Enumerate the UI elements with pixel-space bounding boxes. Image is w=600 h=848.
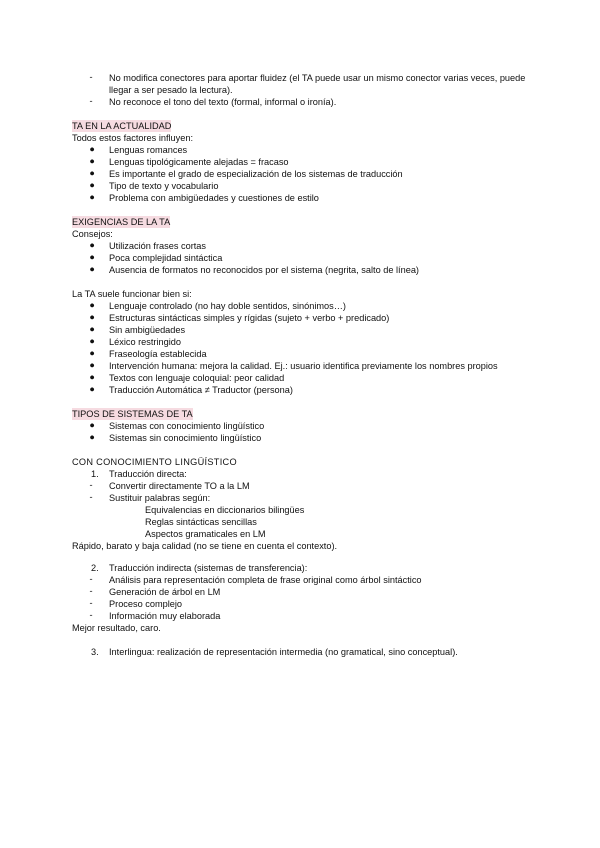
list-item: Lenguas romances [109, 145, 188, 155]
sub-list-item: Reglas sintácticas sencillas [145, 517, 257, 527]
intro-item-2: No reconoce el tono del texto (formal, informal o ironía). [109, 97, 337, 107]
bullet-marker: ● [89, 432, 95, 442]
list-item: Sustituir palabras según: [109, 493, 211, 503]
intro-item-1: No modifica conectores para aportar fluidez (el TA puede usar un mismo conector varias veces, puede [109, 73, 526, 83]
exigencias-lead-2: La TA suele funcionar bien si: [72, 289, 192, 299]
heading-exigencias: EXIGENCIAS DE LA TA [72, 217, 171, 227]
list-item: Sistemas con conocimiento lingüístico [109, 421, 265, 431]
list-item: Problema con ambigüedades y cuestiones de estilo [109, 193, 319, 203]
bullet-marker: ● [89, 264, 95, 274]
heading-con-conocimiento: CON CONOCIMIENTO LINGÜÍSTICO [72, 457, 237, 467]
dash-marker: - [89, 480, 93, 490]
bullet-marker: ● [89, 192, 95, 202]
list-item: Traducción Automática ≠ Traductor (persona) [109, 385, 293, 395]
dash-marker: - [89, 96, 93, 106]
bullet-marker: ● [89, 168, 95, 178]
heading-ta-actualidad: TA EN LA ACTUALIDAD [72, 121, 172, 131]
note-directa: Rápido, barato y baja calidad (no se tiene en cuenta el contexto). [72, 541, 338, 551]
list-item: Poca complejidad sintáctica [109, 253, 223, 263]
list-item: Lenguaje controlado (no hay doble sentidos, sinónimos…) [109, 301, 346, 311]
ta-actualidad-lead: Todos estos factores influyen: [72, 133, 194, 143]
list-item: Ausencia de formatos no reconocidos por el sistema (negrita, salto de línea) [109, 265, 419, 275]
list-item: Textos con lenguaje coloquial: peor calidad [109, 373, 285, 383]
heading-tipos: TIPOS DE SISTEMAS DE TA [72, 409, 193, 419]
bullet-marker: ● [89, 336, 95, 346]
bullet-marker: ● [89, 384, 95, 394]
sub-list-item: Equivalencias en diccionarios bilingües [145, 505, 305, 515]
exigencias-lead: Consejos: [72, 229, 113, 239]
bullet-marker: ● [89, 156, 95, 166]
dash-marker: - [89, 586, 93, 596]
list-item: Sistemas sin conocimiento lingüístico [109, 433, 262, 443]
dash-marker: - [89, 598, 93, 608]
section-title-directa: Traducción directa: [109, 469, 187, 479]
list-item: Información muy elaborada [109, 611, 221, 621]
list-item: Análisis para representación completa de frase original como árbol sintáctico [109, 575, 422, 585]
list-item: Fraseología establecida [109, 349, 207, 359]
section-title-interlingua: Interlingua: realización de representación intermedia (no gramatical, sino conceptual). [109, 647, 458, 657]
bullet-marker: ● [89, 360, 95, 370]
bullet-marker: ● [89, 300, 95, 310]
number-marker: 1. [91, 469, 99, 479]
dash-marker: - [89, 610, 93, 620]
sub-list-item: Aspectos gramaticales en LM [145, 529, 266, 539]
bullet-marker: ● [89, 252, 95, 262]
list-item: Generación de árbol en LM [109, 587, 221, 597]
list-item: Estructuras sintácticas simples y rígidas (sujeto + verbo + predicado) [109, 313, 390, 323]
note-indirecta: Mejor resultado, caro. [72, 623, 161, 633]
intro-item-1-continued: llegar a ser pesado la lectura). [109, 85, 233, 95]
dash-marker: - [89, 492, 93, 502]
list-item: Léxico restringido [109, 337, 182, 347]
bullet-marker: ● [89, 420, 95, 430]
bullet-marker: ● [89, 348, 95, 358]
list-item: Convertir directamente TO a la LM [109, 481, 250, 491]
list-item: Sin ambigüedades [109, 325, 186, 335]
section-title-indirecta: Traducción indirecta (sistemas de transferencia): [109, 563, 308, 573]
bullet-marker: ● [89, 144, 95, 154]
bullet-marker: ● [89, 312, 95, 322]
list-item: Utilización frases cortas [109, 241, 207, 251]
list-item: Intervención humana: mejora la calidad. Ej.: usuario identifica previamente los nombres propios [109, 361, 498, 371]
bullet-marker: ● [89, 180, 95, 190]
bullet-marker: ● [89, 240, 95, 250]
bullet-marker: ● [89, 372, 95, 382]
list-item: Lenguas tipológicamente alejadas = fracaso [109, 157, 289, 167]
dash-marker: - [89, 574, 93, 584]
list-item: Proceso complejo [109, 599, 183, 609]
number-marker: 3. [91, 647, 99, 657]
bullet-marker: ● [89, 324, 95, 334]
list-item: Es importante el grado de especialización de los sistemas de traducción [109, 169, 403, 179]
dash-marker: - [89, 72, 93, 82]
number-marker: 2. [91, 563, 99, 573]
list-item: Tipo de texto y vocabulario [109, 181, 219, 191]
